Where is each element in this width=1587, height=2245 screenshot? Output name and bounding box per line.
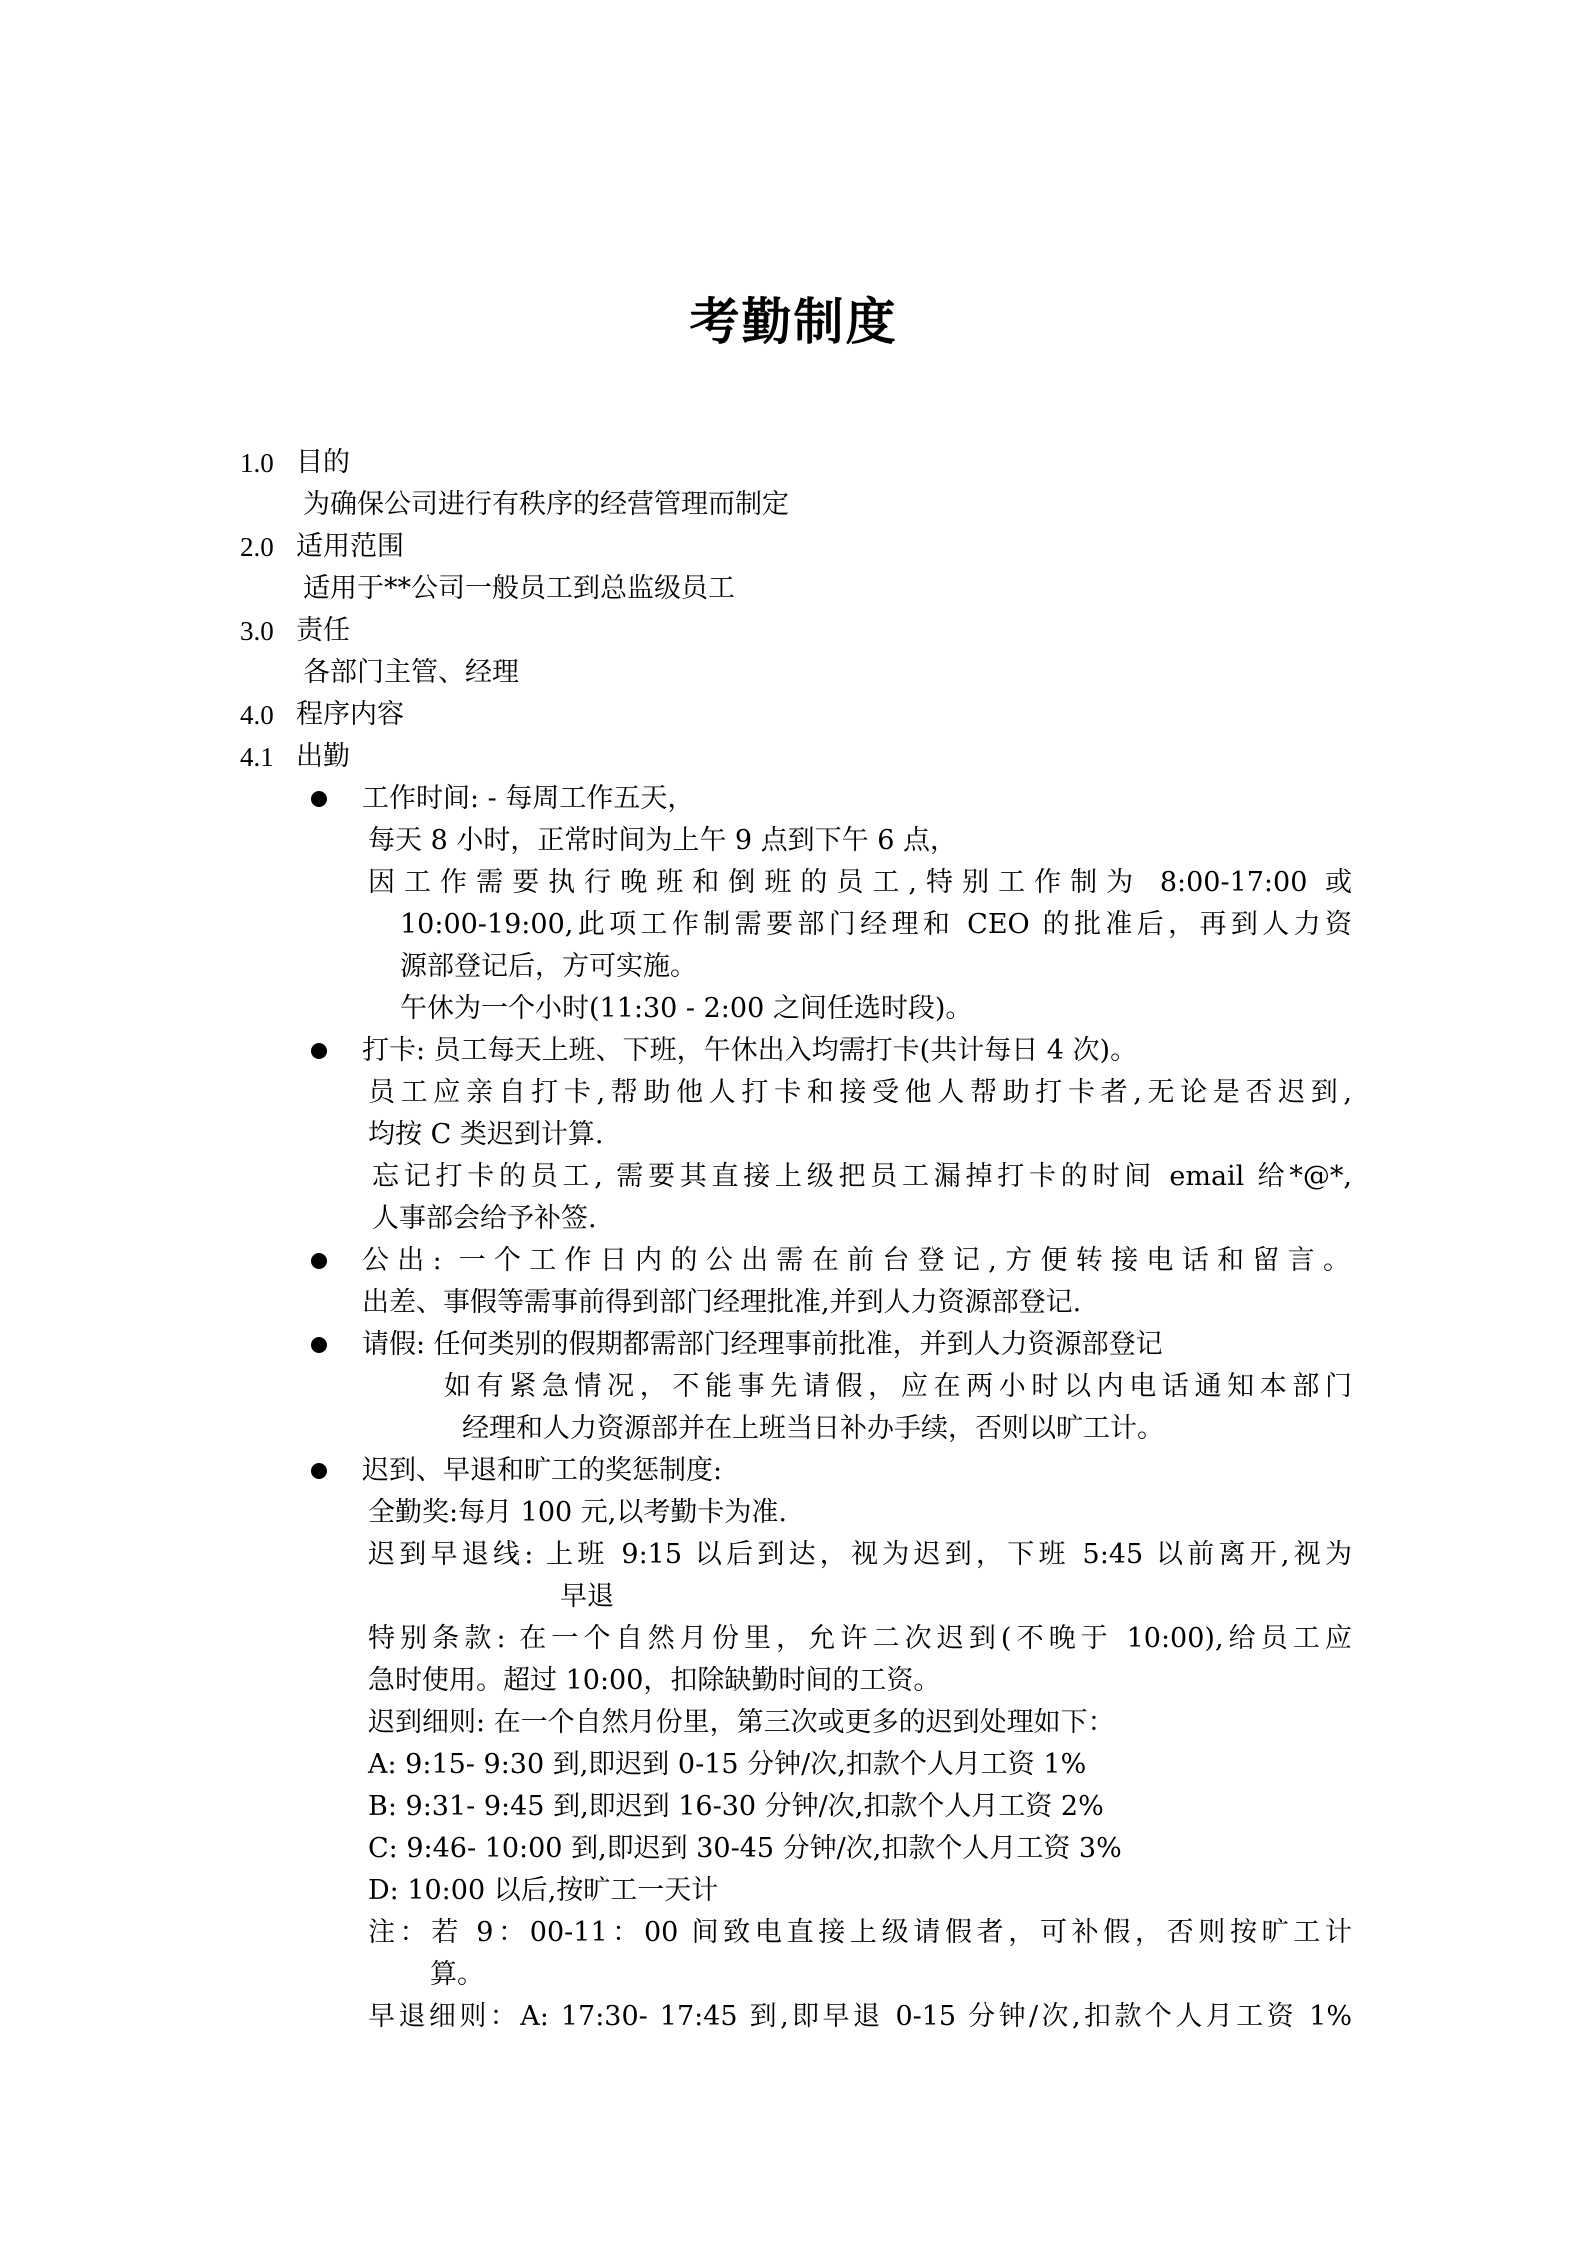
bullet-text: 午休为一个小时(11:30 - 2:00 之间任选时段)。 [400,993,973,1024]
bullet-text: 10:00-19:00,此项工作制需要部门经理和 CEO 的批准后，再到人力资 [400,909,1352,940]
section-body: 各部门主管、经理 [303,657,519,688]
page-title: 考勤制度 [689,293,898,351]
bullet-text: 请假: 任何类别的假期都需部门经理事前批准，并到人力资源部登记 [362,1329,1163,1360]
section-heading: 出勤 [296,741,350,772]
bullet-text: 急时使用。超过 10:00，扣除缺勤时间的工资。 [368,1665,941,1696]
section-heading: 适用范围 [296,531,404,562]
bullet-text: 迟到、早退和旷工的奖惩制度: [362,1455,723,1486]
late-rule-c: C: 9:46- 10:00 到,即迟到 30-45 分钟/次,扣款个人月工资 3% [368,1833,1122,1864]
bullet-text: 忘记打卡的员工, 需要其直接上级把员工漏掉打卡的时间 email 给*@*, [372,1161,1352,1192]
bullet-text: 如有紧急情况，不能事先请假，应在两小时以内电话通知本部门 [444,1371,1352,1402]
note-text: 注：若 9：00-11：00 间致电直接上级请假者，可补假，否则按旷工计 [368,1917,1352,1948]
section-number: 1.0 [240,448,274,478]
section-heading: 目的 [296,447,350,478]
bullet-text: 源部登记后，方可实施。 [400,951,697,982]
bullet-text: 公出: 一个工作日内的公出需在前台登记,方便转接电话和留言。 [362,1245,1350,1276]
late-rule-b: B: 9:31- 9:45 到,即迟到 16-30 分钟/次,扣款个人月工资 2% [368,1791,1104,1822]
bullet-text: 特别条款: 在一个自然月份里，允许二次迟到(不晚于 10:00),给员工应 [368,1623,1352,1654]
bullet-text: 迟到早退线: 上班 9:15 以后到达，视为迟到，下班 5:45 以前离开,视为 [368,1539,1352,1570]
note-text: 算。 [430,1959,484,1990]
bullet-text: 人事部会给予补签. [372,1203,597,1234]
section-number: 4.1 [240,742,274,772]
bullet-icon [311,1337,327,1353]
section-heading: 责任 [296,615,350,646]
bullet-text: 经理和人力资源部并在上班当日补办手续，否则以旷工计。 [462,1413,1164,1444]
bullet-text: 工作时间: - 每周工作五天， [362,783,695,814]
bullet-icon [311,1043,327,1059]
bullet-text: 每天 8 小时，正常时间为上午 9 点到下午 6 点， [368,825,958,856]
section-number: 3.0 [240,616,274,646]
late-rule-a: A: 9:15- 9:30 到,即迟到 0-15 分钟/次,扣款个人月工资 1% [368,1749,1087,1780]
bullet-text: 迟到细则: 在一个自然月份里，第三次或更多的迟到处理如下： [368,1707,1115,1738]
late-rule-d: D: 10:00 以后,按旷工一天计 [368,1875,719,1906]
bullet-text: 出差、事假等需事前得到部门经理批准,并到人力资源部登记. [362,1287,1082,1318]
section-heading: 程序内容 [296,699,404,730]
bullet-text: 早退 [560,1581,614,1612]
bullet-text: 因工作需要执行晚班和倒班的员工,特别工作制为 8:00-17:00 或 [368,867,1352,898]
section-number: 4.0 [240,700,274,730]
bullet-text: 均按 C 类迟到计算. [368,1119,604,1150]
section-number: 2.0 [240,532,274,562]
early-leave-rule: 早退细则：A: 17:30- 17:45 到,即早退 0-15 分钟/次,扣款个人月工资 1% [368,2001,1352,2032]
bullet-icon [311,791,327,807]
bullet-text: 打卡: 员工每天上班、下班，午休出入均需打卡(共计每日 4 次)。 [362,1035,1138,1066]
bullet-icon [311,1463,327,1479]
bullet-text: 全勤奖:每月 100 元,以考勤卡为准. [368,1497,787,1528]
section-body: 适用于**公司一般员工到总监级员工 [303,573,735,604]
bullet-text: 员工应亲自打卡,帮助他人打卡和接受他人帮助打卡者,无论是否迟到, [368,1077,1352,1108]
bullet-icon [311,1253,327,1269]
section-body: 为确保公司进行有秩序的经营管理而制定 [303,489,789,520]
